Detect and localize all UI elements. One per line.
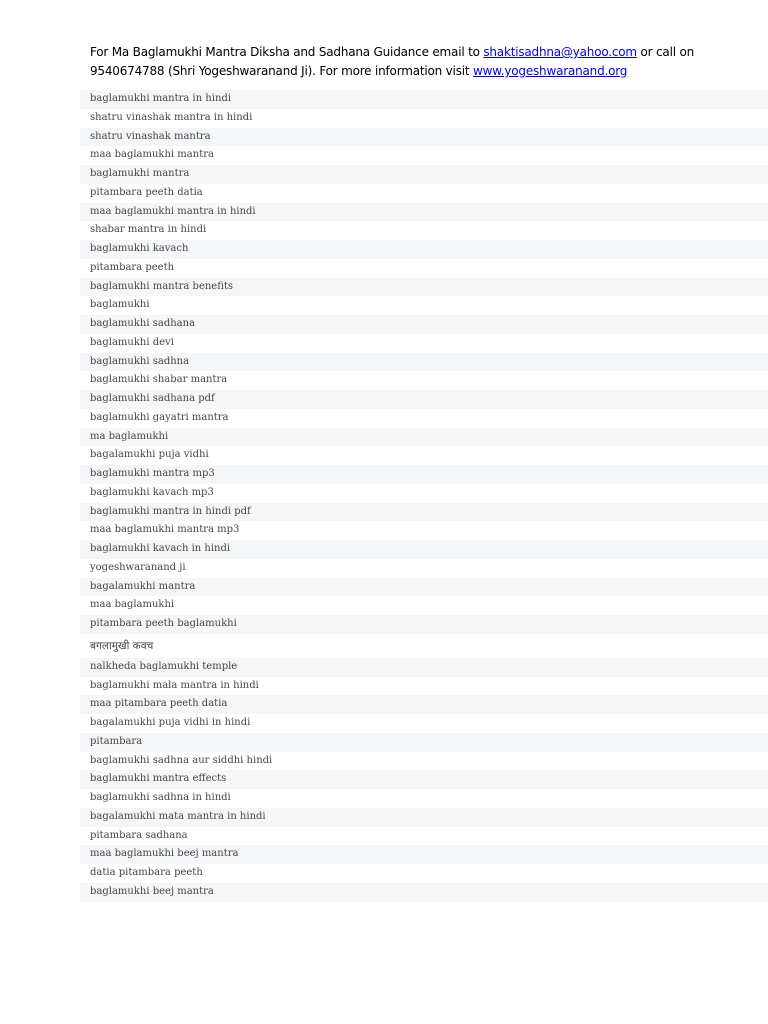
keyword-row: shabar mantra in hindi <box>80 221 768 240</box>
keyword-row: pitambara peeth <box>80 259 768 278</box>
keyword-row: baglamukhi gayatri mantra <box>80 409 768 428</box>
keyword-row: baglamukhi sadhna <box>80 353 768 372</box>
keyword-row: maa baglamukhi mantra <box>80 146 768 165</box>
keyword-row: maa pitambara peeth datia <box>80 695 768 714</box>
keyword-row: baglamukhi <box>80 296 768 315</box>
keyword-row: yogeshwaranand ji <box>80 559 768 578</box>
keyword-row: baglamukhi mantra benefits <box>80 278 768 297</box>
keyword-row: baglamukhi mantra mp3 <box>80 465 768 484</box>
keyword-row: baglamukhi shabar mantra <box>80 371 768 390</box>
keyword-row: pitambara sadhana <box>80 827 768 846</box>
website-link[interactable]: www.yogeshwaranand.org <box>473 64 628 78</box>
keyword-row: bagalamukhi mantra <box>80 578 768 597</box>
keyword-row: bagalamukhi puja vidhi <box>80 446 768 465</box>
keyword-row: maa baglamukhi <box>80 596 768 615</box>
keyword-row: datia pitambara peeth <box>80 864 768 883</box>
keyword-row: baglamukhi mantra effects <box>80 770 768 789</box>
keyword-row: nalkheda baglamukhi temple <box>80 658 768 677</box>
keyword-row: shatru vinashak mantra <box>80 128 768 147</box>
keyword-row: bagalamukhi mata mantra in hindi <box>80 808 768 827</box>
keyword-row: pitambara <box>80 733 768 752</box>
header-text-3: 9540674788 (Shri Yogeshwaranand Ji). For more information visit <box>90 64 473 78</box>
keyword-row: baglamukhi devi <box>80 334 768 353</box>
keyword-row: maa baglamukhi mantra in hindi <box>80 203 768 222</box>
keyword-row: baglamukhi beej mantra <box>80 883 768 902</box>
keyword-row: pitambara peeth baglamukhi <box>80 615 768 634</box>
keyword-row: baglamukhi kavach in hindi <box>80 540 768 559</box>
keyword-row: baglamukhi kavach mp3 <box>80 484 768 503</box>
keyword-row-hindi: बगलामुखी कवच <box>80 634 768 658</box>
keyword-row: maa baglamukhi beej mantra <box>80 845 768 864</box>
keyword-row: baglamukhi kavach <box>80 240 768 259</box>
keyword-row: pitambara peeth datia <box>80 184 768 203</box>
contact-header <box>90 43 750 81</box>
keyword-row: bagalamukhi puja vidhi in hindi <box>80 714 768 733</box>
header-text-2: or call on <box>636 45 695 59</box>
keyword-row: maa baglamukhi mantra mp3 <box>80 521 768 540</box>
keyword-row: baglamukhi sadhana pdf <box>80 390 768 409</box>
keyword-row: baglamukhi mala mantra in hindi <box>80 677 768 696</box>
keyword-row: baglamukhi sadhna in hindi <box>80 789 768 808</box>
keyword-list <box>80 90 768 902</box>
keyword-row: baglamukhi sadhna aur siddhi hindi <box>80 752 768 771</box>
keyword-row: ma baglamukhi <box>80 428 768 447</box>
header-text-1: For Ma Baglamukhi Mantra Diksha and Sadhana Guidance email to <box>90 45 484 59</box>
keyword-row: baglamukhi mantra in hindi pdf <box>80 503 768 522</box>
email-link[interactable]: shaktisadhna@yahoo.com <box>483 45 637 59</box>
keyword-row: shatru vinashak mantra in hindi <box>80 109 768 128</box>
keyword-row: baglamukhi mantra in hindi <box>80 90 768 109</box>
keyword-row: baglamukhi sadhana <box>80 315 768 334</box>
keyword-row: baglamukhi mantra <box>80 165 768 184</box>
